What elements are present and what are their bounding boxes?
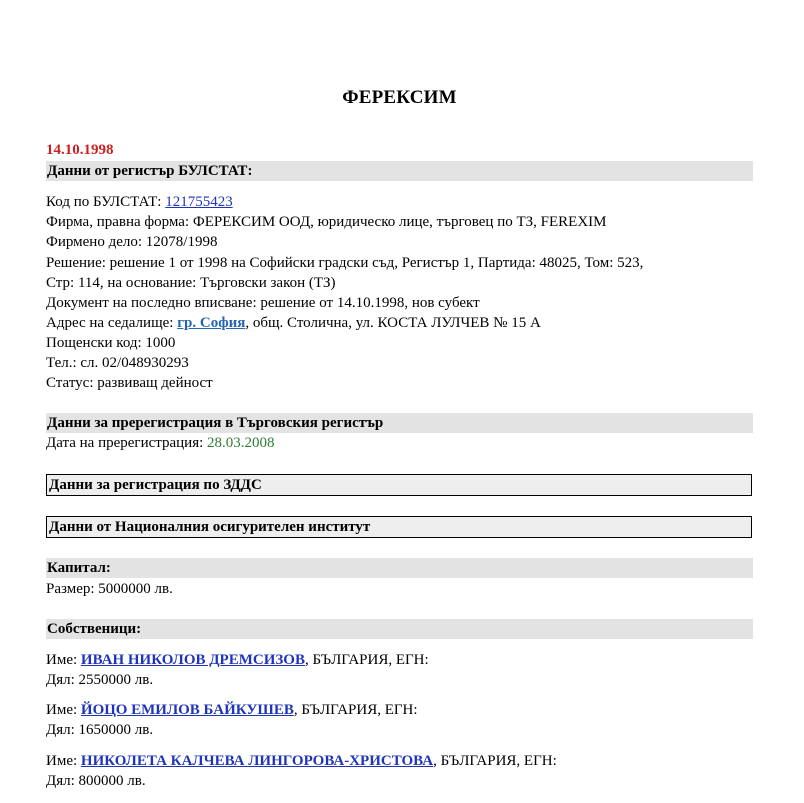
owner-share-line bbox=[46, 720, 153, 740]
owner-name-label: Име: bbox=[46, 702, 81, 718]
record-date: 14.10.1998 bbox=[46, 142, 114, 158]
case-line: Фирмено дело: 12078/1998 bbox=[46, 234, 218, 250]
owner-share-label: Дял: bbox=[46, 773, 79, 789]
decision-line-1: Решение: решение 1 от 1998 на Софийски градски съд, Регистър 1, Партида: 48025, Том: 523, bbox=[46, 255, 644, 271]
address-city-link[interactable]: гр. София bbox=[177, 315, 246, 331]
owner-share-line bbox=[46, 670, 153, 690]
owner-name-label: Име: bbox=[46, 652, 81, 668]
reregistration-date-value: 28.03.2008 bbox=[207, 435, 275, 451]
capital-size-line: Размер: 5000000 лв. bbox=[46, 581, 173, 597]
phone-line: Тел.: сл. 02/048930293 bbox=[46, 355, 189, 371]
section-header-nssi: Данни от Националния осигурителен институт bbox=[46, 516, 752, 538]
owner-name-link[interactable]: ЙОЦО ЕМИЛОВ БАЙКУШЕВ bbox=[80, 702, 294, 718]
reregistration-date-label: Дата на пререгистрация: bbox=[46, 435, 208, 451]
section-header-bulstat: Данни от регистър БУЛСТАТ: bbox=[46, 161, 753, 181]
owner-share-label: Дял: bbox=[46, 722, 79, 738]
section-header-capital: Капитал: bbox=[46, 558, 753, 578]
reregistration-date-line bbox=[46, 433, 275, 453]
owner-country: , БЪЛГАРИЯ, ЕГН: bbox=[304, 652, 429, 668]
owner-country: , БЪЛГАРИЯ, ЕГН: bbox=[433, 753, 557, 769]
address-label: Адрес на седалище: bbox=[46, 315, 178, 331]
status-line: Статус: развиващ дейност bbox=[46, 375, 213, 391]
owner-name-line bbox=[46, 700, 418, 720]
owner-country: , БЪЛГАРИЯ, ЕГН: bbox=[293, 702, 418, 718]
owner-share-line bbox=[46, 771, 146, 791]
owner-name-line bbox=[46, 650, 429, 670]
firm-line: Фирма, правна форма: ФЕРЕКСИМ ООД, юридическо лице, търговец по ТЗ, FEREXIM bbox=[46, 214, 607, 230]
page-title: ФЕРЕКСИМ bbox=[342, 87, 457, 108]
owner-name-link[interactable]: НИКОЛЕТА КАЛЧЕВА ЛИНГОРОВА-ХРИСТОВА bbox=[80, 753, 434, 769]
section-header-reregistration: Данни за пререгистрация в Търговския регистър bbox=[46, 413, 753, 433]
owner-name-link[interactable]: ИВАН НИКОЛОВ ДРЕМСИЗОВ bbox=[80, 652, 305, 668]
decision-line-2: Стр: 114, на основание: Търговски закон (ТЗ) bbox=[46, 275, 336, 291]
last-document-line: Документ на последно вписване: решение от 14.10.1998, нов субект bbox=[46, 295, 480, 311]
bulstat-code-link[interactable]: 121755423 bbox=[165, 194, 233, 210]
owner-share-value: 1650000 лв. bbox=[78, 722, 154, 738]
owner-name-line bbox=[46, 751, 557, 771]
owner-name-label: Име: bbox=[46, 753, 81, 769]
owner-share-value: 800000 лв. bbox=[78, 773, 146, 789]
section-header-vat: Данни за регистрация по ЗДДС bbox=[46, 474, 752, 496]
address-line bbox=[46, 313, 541, 333]
address-rest: , общ. Столична, ул. КОСТА ЛУЛЧЕВ № 15 А bbox=[245, 315, 541, 331]
owner-share-label: Дял: bbox=[46, 672, 79, 688]
bulstat-code-line bbox=[46, 192, 233, 212]
owner-share-value: 2550000 лв. bbox=[78, 672, 154, 688]
bulstat-code-label: Код по БУЛСТАТ: bbox=[46, 194, 166, 210]
postcode-line: Пощенски код: 1000 bbox=[46, 335, 176, 351]
section-header-owners: Собственици: bbox=[46, 619, 753, 639]
